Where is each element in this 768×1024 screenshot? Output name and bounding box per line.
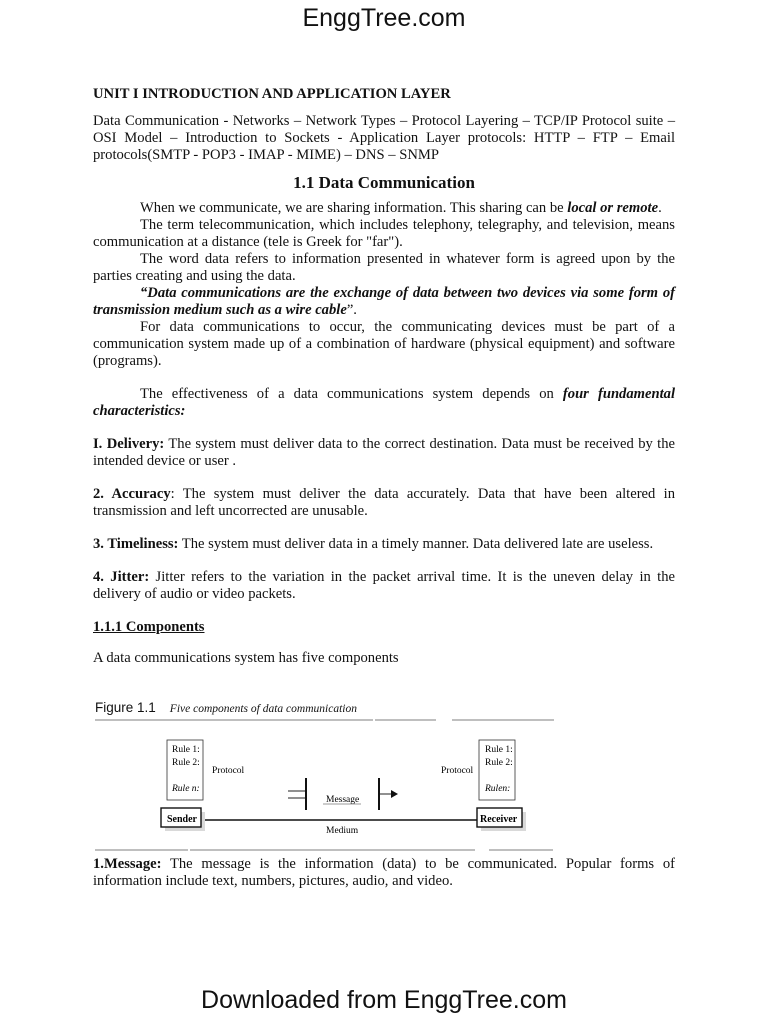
paragraph-sharing: When we communicate, we are sharing information. This sharing can be local or remote. [140, 200, 662, 216]
characteristic-accuracy: 2. Accuracy: The system must deliver the data accurately. Data that have been altered in transmission and left uncorrected are unusable. [93, 486, 675, 519]
sender-rule-1: Rule 1: [172, 745, 200, 755]
paragraph-effectiveness: The effectiveness of a data communications system depends on four fundamental characteristics: [93, 386, 676, 419]
protocol-label-right: Protocol [441, 766, 474, 776]
site-header: EnggTree.com [302, 4, 466, 32]
receiver-label: Receiver [480, 814, 518, 825]
sender-rule-2: Rule 2: [172, 758, 200, 768]
message-label: Message [326, 795, 360, 805]
unit-title: UNIT I INTRODUCTION AND APPLICATION LAYER [93, 86, 451, 102]
components-intro: A data communications system has five components [93, 650, 399, 666]
component-message: 1.Message: The message is the information (data) to be communicated. Popular forms of information include text, numbers, pictures, audio, and video. [93, 856, 675, 889]
paragraph-definition: “Data communications are the exchange of data between two devices via some form of transmission medium such as a wire cable”. [93, 285, 675, 318]
characteristic-delivery: I. Delivery: The system must deliver data to the correct destination. Data must be received by the intended device or user . [93, 436, 675, 469]
message-arrow-icon [391, 790, 398, 798]
receiver-rule-1: Rule 1: [485, 745, 513, 755]
characteristic-timeliness: 3. Timeliness: The system must deliver data in a timely manner. Data delivered late are useless. [93, 536, 654, 552]
receiver-rule-2: Rule 2: [485, 758, 513, 768]
subsection-title: 1.1.1 Components [93, 619, 205, 635]
paragraph-telecommunication: The term telecommunication, which includes telephony, telegraphy, and television, means communication at a distance (tele is Greek for "far"). [93, 217, 675, 250]
sender-label: Sender [167, 814, 197, 825]
figure-components [93, 700, 593, 852]
sender-rule-n: Rule n: [172, 784, 200, 794]
figure-description: Five components of data communication [169, 703, 357, 715]
document-body [93, 86, 675, 667]
paragraph-data: The word data refers to information presented in whatever form is agreed upon by the parties creating and using the data. [93, 251, 675, 284]
site-footer: Downloaded from EnggTree.com [201, 986, 567, 1014]
characteristic-jitter: 4. Jitter: Jitter refers to the variation in the packet arrival time. It is the uneven delay in the delivery of audio or video packets. [93, 569, 675, 602]
protocol-label-left: Protocol [212, 766, 245, 776]
figure-label: Figure 1.1 [95, 700, 156, 715]
receiver-rule-n: Rulen: [485, 784, 511, 794]
paragraph-system: For data communications to occur, the communicating devices must be part of a communication system made up of a combination of hardware (physical equipment) and software (programs). [93, 319, 675, 369]
figure-diagram [93, 700, 593, 852]
unit-topics: Data Communication - Networks – Network Types – Protocol Layering – TCP/IP Protocol suite –OSI Model – Introduction to Sockets - Application Layer protocols: HTTP – FTP – Email protocols(SMTP - POP3 - IMAP - MIME) – DNS – SNMP [93, 113, 675, 163]
section-title: 1.1 Data Communication [293, 173, 475, 192]
medium-label: Medium [326, 826, 359, 836]
